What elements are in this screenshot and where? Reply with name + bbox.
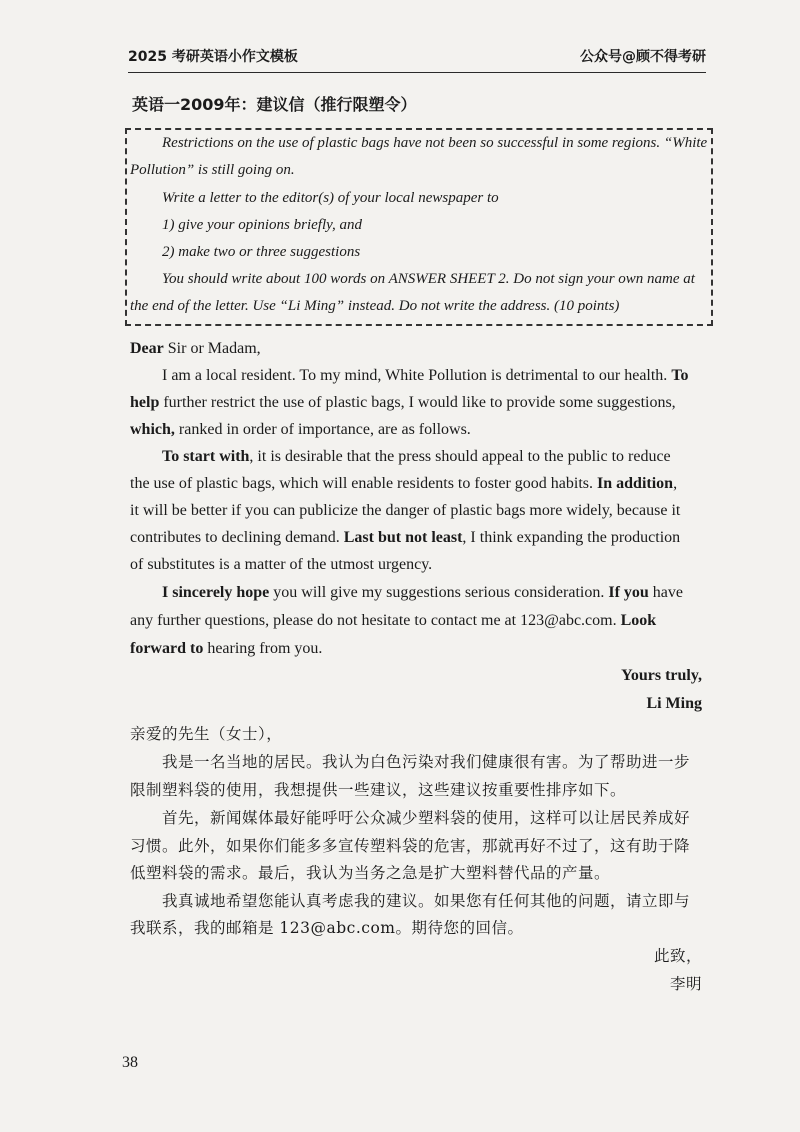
translation-line: 习惯。此外，如果你们能多多宣传塑料袋的危害，那就再好不过了，这有助于降 [130, 837, 691, 855]
letter-line: contributes to declining demand. Last but not least, I think expanding the production [130, 529, 681, 546]
letter-line: any further questions, please do not hesitate to contact me at 123@abc.com. Look [130, 612, 657, 629]
letter-line: which, ranked in order of importance, are as follows. [130, 421, 471, 438]
prompt-line: 1) give your opinions briefly, and [162, 217, 362, 233]
prompt-line: 2) make two or three suggestions [162, 244, 361, 260]
letter-salutation: Dear Sir or Madam, [130, 340, 261, 357]
letter-line: it will be better if you can publicize the danger of plastic bags more widely, because it [130, 502, 681, 519]
letter-signature: Li Ming [646, 695, 702, 712]
letter-line: I sincerely hope you will give my suggestions serious consideration. If you have [162, 584, 683, 601]
prompt-line: the end of the letter. Use “Li Ming” instead. Do not write the address. (10 points) [130, 298, 620, 314]
prompt-line: Pollution” is still going on. [130, 162, 295, 178]
translation-line: 我真诚地希望您能认真考虑我的建议。如果您有任何其他的问题，请立即与 [162, 892, 691, 910]
translation-line: 我联系，我的邮箱是 123@abc.com。期待您的回信。 [130, 919, 524, 937]
translation-line: 我是一名当地的居民。我认为白色污染对我们健康很有害。为了帮助进一步 [162, 753, 691, 771]
translation-line: 首先，新闻媒体最好能呼吁公众减少塑料袋的使用，这样可以让居民养成好 [162, 809, 691, 827]
page-header [128, 46, 706, 73]
letter-line: forward to hearing from you. [130, 640, 323, 657]
header-title: 2025 考研英语小作文模板 [128, 49, 298, 65]
page-number: 38 [122, 1054, 138, 1071]
section-title: 英语一2009年：建议信（推行限塑令） [132, 95, 417, 114]
translation-line: 限制塑料袋的使用，我想提供一些建议，这些建议按重要性排序如下。 [130, 781, 627, 799]
letter-line: the use of plastic bags, which will enable residents to foster good habits. In addition, [130, 475, 678, 492]
letter-line: of substitutes is a matter of the utmost urgency. [130, 556, 433, 573]
letter-closing: Yours truly, [621, 667, 702, 684]
translation-closing: 此致， [653, 947, 702, 965]
translation-line: 低塑料袋的需求。最后，我认为当务之急是扩大塑料替代品的产量。 [130, 864, 611, 882]
prompt-line: You should write about 100 words on ANSWER SHEET 2. Do not sign your own name at [162, 271, 695, 287]
letter-line: I am a local resident. To my mind, White Pollution is detrimental to our health. To [162, 367, 689, 384]
letter-line: help further restrict the use of plastic bags, I would like to provide some suggestions, [130, 394, 676, 411]
header-account: 公众号@顾不得考研 [580, 49, 706, 65]
prompt-line: Restrictions on the use of plastic bags have not been so successful in some regions. “White [162, 135, 708, 151]
translation-salutation: 亲爱的先生（女士）， [130, 725, 283, 743]
translation-signature: 李明 [669, 975, 702, 993]
prompt-line: Write a letter to the editor(s) of your local newspaper to [162, 190, 499, 206]
letter-line: To start with, it is desirable that the press should appeal to the public to reduce [162, 448, 671, 465]
